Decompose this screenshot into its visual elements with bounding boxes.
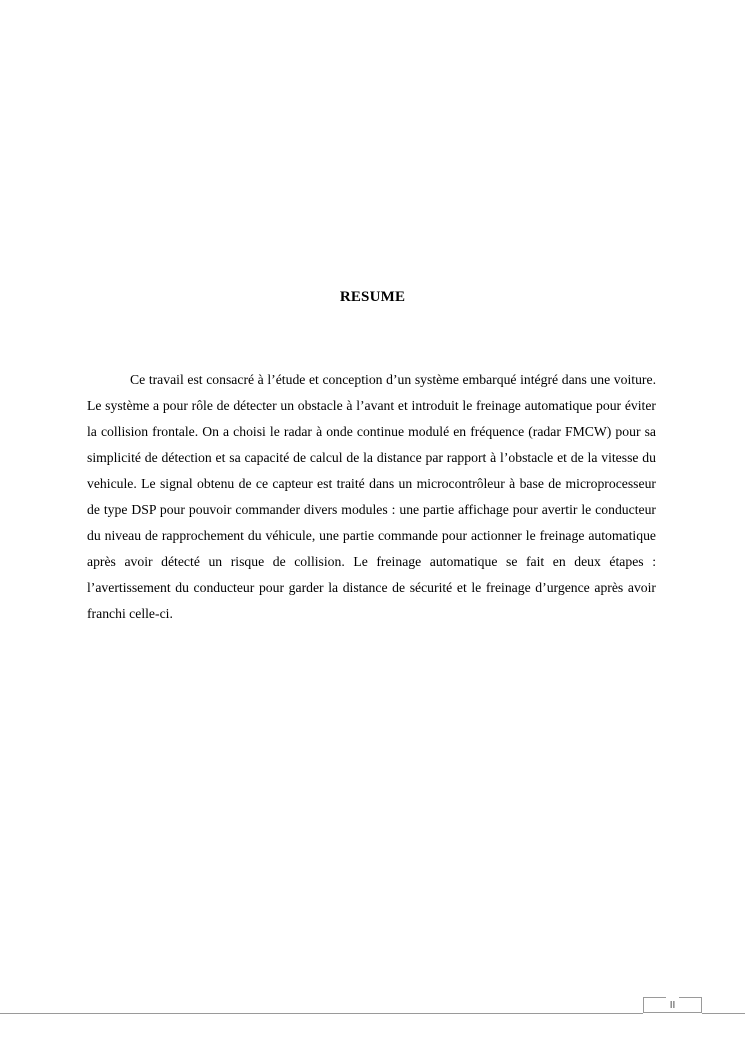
footer-divider bbox=[0, 1013, 643, 1014]
page-box-top-right bbox=[679, 997, 701, 998]
abstract-paragraph: Ce travail est consacré à l’étude et conception d’un système embarqué intégré dans une voiture. Le système a pour rôle de détecter un obstacle à l’avant et introduit le freinage automatique pour éviter la collision frontale. On a choisi le radar à onde continue modulé en fréquence (radar FMCW) pour sa simplicité de détection et sa capacité de calcul de la distance par rapport à l’obstacle et de la vitesse du vehicule. Le signal obtenu de ce capteur est traité dans un microcontrôleur à base de microprocesseur de type DSP pour pouvoir commander divers modules : une partie affichage pour avertir le conducteur du niveau de rapprochement du véhicule, une partie commande pour actionner le freinage automatique après avoir détecté un risque de collision. Le freinage automatique se fait en deux étapes : l’avertissement du conducteur pour garder la distance de sécurité et le freinage d’urgence après avoir franchi celle-ci. bbox=[87, 372, 656, 621]
page-number: II bbox=[669, 1000, 676, 1011]
page-box-top-left bbox=[644, 997, 666, 998]
page-title: RESUME bbox=[339, 289, 406, 305]
footer-divider-right bbox=[702, 1013, 745, 1014]
page-number-box bbox=[643, 997, 702, 1013]
